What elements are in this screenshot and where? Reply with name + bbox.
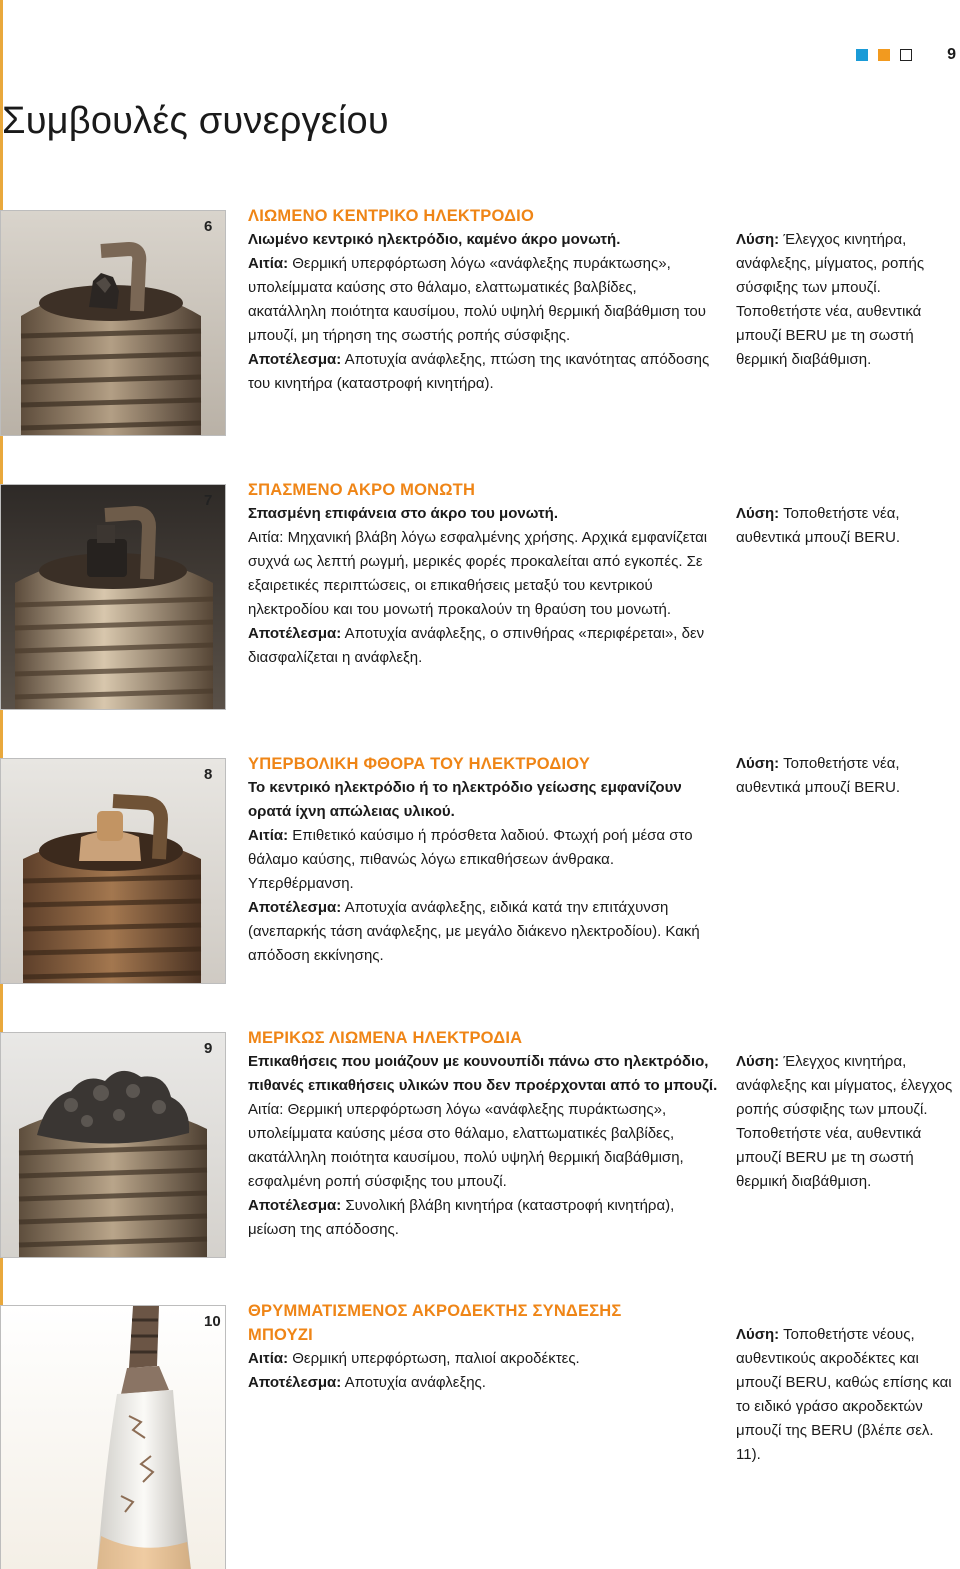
- section-subtitle: Το κεντρικό ηλεκτρόδιο ή το ηλεκτρόδιο γείωσης εμφανίζουν ορατά ίχνη απώλειας υλικού.: [248, 779, 682, 820]
- section-number: 7: [204, 492, 213, 509]
- section-number: 8: [204, 766, 213, 783]
- result-paragraph: [248, 1371, 718, 1395]
- result-text: Αποτυχία ανάφλεξης.: [344, 1374, 486, 1391]
- cause-text: Θερμική υπερφόρτωση λόγω «ανάφλεξης πυράκτωσης», υπολείμματα καύσης μέσα στο θάλαμο, ελαττωματικές βαλβίδες, ακατάλληλη ποιότητα καυσίμου, πολύ υψηλή θερμική διαβάθμιση, εσφαλμένη ροπή σύσφιξης του μπουζί.: [248, 1101, 684, 1190]
- section-heading: ΣΠΑΣΜΕΝΟ ΑΚΡΟ ΜΟΝΩΤΗ: [248, 481, 476, 499]
- section-number: 6: [204, 218, 213, 235]
- spark-plug-photo-8: [0, 758, 226, 984]
- result-label: Αποτέλεσμα:: [248, 1197, 342, 1214]
- result-paragraph: [248, 896, 718, 968]
- section-subtitle: Λιωμένο κεντρικό ηλεκτρόδιο, καμένο άκρο μονωτή.: [248, 231, 621, 248]
- solution-label: Λύση:: [736, 1326, 780, 1343]
- section-heading: ΥΠΕΡΒΟΛΙΚΗ ΦΘΟΡΑ ΤΟΥ ΗΛΕΚΤΡΟΔΙΟΥ: [248, 755, 591, 773]
- section-number: 10: [204, 1313, 221, 1330]
- cause-paragraph: [248, 1347, 718, 1371]
- solution-text: Τοποθετήστε νέα, αυθεντικά μπουζί BERU.: [736, 755, 901, 796]
- cause-label: Αιτία:: [248, 529, 284, 546]
- solution-label: Λύση:: [736, 231, 780, 248]
- solution-text: Έλεγχος κινητήρα, ανάφλεξης και μίγματος, έλεγχος ροπής σύσφιξης των μπουζί. Τοποθετήστε νέα, αυθεντικά μπουζί BERU με τη σωστή θερμική διαβάθμιση.: [736, 1053, 953, 1190]
- cause-text: Θερμική υπερφόρτωση, παλιοί ακροδέκτες.: [292, 1350, 580, 1367]
- blue-marker-square: [856, 49, 868, 61]
- cause-paragraph: [248, 252, 718, 348]
- result-label: Αποτέλεσμα:: [248, 899, 342, 916]
- cause-label: Αιτία:: [248, 1350, 289, 1367]
- result-text: Αποτυχία ανάφλεξης, ειδικά κατά την επιτάχυνση (ανεπαρκής τάση ανάφλεξης, με μεγάλο διάκενο ηλεκτροδίου). Κακή απόδοση εκκίνησης.: [248, 899, 700, 964]
- solution-text: Έλεγχος κινητήρα, ανάφλεξης, μίγματος, ροπής σύσφιξης των μπουζί. Τοποθετήστε νέα, αυθεντικά μπουζί BERU με τη σωστή θερμική διαβάθμιση.: [736, 231, 925, 368]
- solution-paragraph: [736, 228, 954, 372]
- cause-paragraph: [248, 1098, 718, 1194]
- spark-plug-photo-7: [0, 484, 226, 710]
- spark-plug-photo-6: [0, 210, 226, 436]
- section-number: 9: [204, 1040, 213, 1057]
- section-heading: ΛΙΩΜΕΝΟ ΚΕΝΤΡΙΚΟ ΗΛΕΚΤΡΟΔΙΟ: [248, 207, 534, 225]
- section-content: [248, 204, 718, 396]
- solution-text: Τοποθετήστε νέους, αυθεντικούς ακροδέκτες και μπουζί BERU, καθώς επίσης και το ειδικό γράσο ακροδεκτών μπουζί της BERU (βλέπε σελ. 11).: [736, 1326, 952, 1463]
- section-subtitle: Επικαθήσεις που μοιάζουν με κουνουπίδι πάνω στο ηλεκτρόδιο, πιθανές επικαθήσεις υλικών που δεν προέρχονται από το μπουζί.: [248, 1053, 718, 1094]
- empty-marker-square: [900, 49, 912, 61]
- spark-plug-photo-9: [0, 1032, 226, 1258]
- section-content: [248, 752, 718, 968]
- solution-paragraph: [736, 502, 954, 550]
- solution-label: Λύση:: [736, 505, 780, 522]
- result-label: Αποτέλεσμα:: [248, 1374, 342, 1391]
- result-paragraph: [248, 1194, 718, 1242]
- result-paragraph: [248, 348, 718, 396]
- cause-text: Μηχανική βλάβη λόγω εσφαλμένης χρήσης. Αρχικά εμφανίζεται συχνά ως λεπτή ρωγμή, μερικές φορές προκαλείται από εγκοπές. Σε εξαιρετικές περιπτώσεις, οι επικαθήσεις μεταξύ του κεντρικού ηλεκτροδίου και του μονωτή προκαλούν τη θραύση του μονωτή.: [248, 529, 708, 618]
- result-label: Αποτέλεσμα:: [248, 351, 342, 368]
- cause-paragraph: [248, 526, 718, 622]
- result-text: Αποτυχία ανάφλεξης, ο σπινθήρας «περιφέρεται», δεν διασφαλίζεται η ανάφλεξη.: [248, 625, 705, 666]
- solution-text: Τοποθετήστε νέα, αυθεντικά μπουζί BERU.: [736, 505, 901, 546]
- section-content: [248, 1026, 718, 1242]
- cause-label: Αιτία:: [248, 255, 289, 272]
- orange-marker-square: [878, 49, 890, 61]
- result-paragraph: [248, 622, 718, 670]
- page-title: Συμβουλές συνεργείου: [2, 100, 389, 142]
- section-content: [248, 478, 718, 670]
- result-label: Αποτέλεσμα:: [248, 625, 342, 642]
- result-text: Συνολική βλάβη κινητήρα (καταστροφή κινητήρα), μείωση της απόδοσης.: [248, 1197, 675, 1238]
- result-text: Αποτυχία ανάφλεξης, πτώση της ικανότητας απόδοσης του κινητήρα (καταστροφή κινητήρα).: [248, 351, 710, 392]
- cause-label: Αιτία:: [248, 1101, 284, 1118]
- section-subtitle: Σπασμένη επιφάνεια στο άκρο του μονωτή.: [248, 505, 559, 522]
- cause-text: Επιθετικό καύσιμο ή πρόσθετα λαδιού. Φτωχή ροή μέσα στο θάλαμο καύσης, πιθανώς λόγω επικαθήσεων άνθρακα. Υπερθέρμανση.: [248, 827, 693, 892]
- section-heading: ΘΡΥΜΜΑΤΙΣΜΕΝΟΣ ΑΚΡΟΔΕΚΤΗΣ ΣΥΝΔΕΣΗΣ ΜΠΟΥΖΙ: [248, 1302, 622, 1344]
- page-number: 9: [947, 46, 956, 63]
- solution-paragraph: [736, 1050, 954, 1194]
- section-heading: ΜΕΡΙΚΩΣ ΛΙΩΜΕΝΑ ΗΛΕΚΤΡΟΔΙΑ: [248, 1029, 523, 1047]
- spark-plug-photo-10: [0, 1305, 226, 1569]
- cause-label: Αιτία:: [248, 827, 289, 844]
- solution-label: Λύση:: [736, 755, 780, 772]
- solution-paragraph: [736, 752, 954, 800]
- page-markers: [856, 49, 912, 61]
- cause-paragraph: [248, 824, 718, 896]
- section-content: [248, 1299, 718, 1395]
- solution-paragraph: [736, 1323, 954, 1467]
- solution-label: Λύση:: [736, 1053, 780, 1070]
- cause-text: Θερμική υπερφόρτωση λόγω «ανάφλεξης πυράκτωσης», υπολείμματα καύσης στο θάλαμο, ελαττωματικές βαλβίδες, ακατάλληλη ποιότητα καυσίμου, πολύ υψηλή θερμική διαβάθμιση του μπουζί, μη τήρηση της σωστής ροπής σύσφιξης.: [248, 255, 706, 344]
